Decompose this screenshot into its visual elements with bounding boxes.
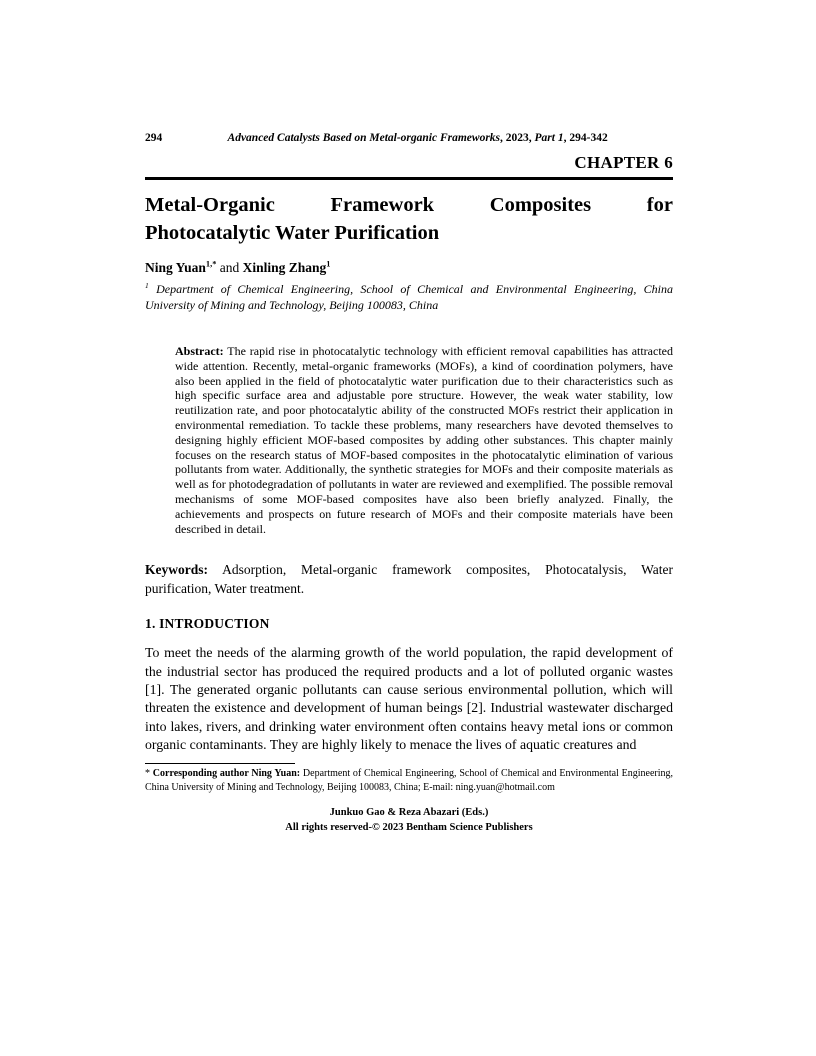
chapter-rule [145,177,673,180]
running-title-pages: , 294-342 [563,132,608,144]
footer-copyright: All rights reserved-© 2023 Bentham Science Publishers [285,821,533,833]
footnote-marker: * [145,768,150,780]
keywords-label: Keywords: [145,562,208,578]
abstract-block [175,344,673,536]
chapter-title [145,191,673,247]
author-superscript: 1 [326,259,331,269]
running-title [162,132,673,144]
footnote [145,767,673,794]
affiliation-marker: 1 [145,281,149,290]
introduction-paragraph: To meet the needs of the alarming growth of the world population, the rapid development of the industrial sector has produced the required products and a lot of polluted organic wastes [1]. The generated organic pollutants can cause serious environmental pollution, which will threaten the existence and development of human beings [2]. Industrial wastewater discharged into lakes, rivers, and drinking water environment often contains heavy metal ions or common organic contaminants. They are highly likely to menace the lives of aquatic creatures and [145,645,673,752]
authors-line [145,260,673,276]
affiliation-text: Department of Chemical Engineering, School of Chemical and Environmental Engineering, China University of Mining and Technology, Beijing 100083, China [145,282,674,312]
abstract-text: The rapid rise in photocatalytic technology with efficient removal capabilities has attracted wide attention. Recently, metal-organic frameworks (MOFs), a kind of coordination polymers, have also been applied in the field of photocatalytic water purification due to their characteristics such as high specific surface area and adjustable pore structure. However, the weak water stability, low reutilization rate, and poor photocatalytic ability of the constructed MOFs restrict their application in environmental remediation. To tackle these problems, many researchers have devoted themselves to designing highly efficient MOF-based composites by adding other substances. This chapter mainly focuses on the research status of MOF-based composites in the photocatalytic elimination of various pollutants from water. Additionally, the synthetic strategies for MOFs and their composite materials as well as for photodegradation of pollutants in water are reviewed and exemplified. The possible removal mechanisms of some MOF-based composites have also been briefly analyzed. Finally, the achievements and prospects on future research of MOFs and their composite materials have been described in detail. [175,344,673,536]
running-title-book: Advanced Catalysts Based on Metal-organic Frameworks [227,132,501,144]
author-name: Xinling Zhang [242,260,327,275]
chapter-title-line1: Metal-Organic Framework Composites for [145,194,673,216]
page-footer [145,805,673,835]
page-number: 294 [145,132,163,144]
chapter-title-line2: Photocatalytic Water Purification [145,222,440,244]
corresponding-author-label: Corresponding author Ning Yuan: [152,768,301,780]
keywords-line [145,560,673,598]
page-header [145,132,673,144]
section-heading-introduction: 1. INTRODUCTION [145,616,270,632]
keywords-text: Adsorption, Metal-organic framework composites, Photocatalysis, Water purification, Water treatment. [145,562,673,597]
affiliation [145,282,673,313]
running-title-year: , 2023, [500,132,535,144]
chapter-label: CHAPTER 6 [574,153,673,172]
author-name: Ning Yuan [145,260,206,275]
author-superscript: 1,* [205,259,217,269]
authors-connector: and [219,260,240,275]
abstract-label: Abstract: [175,344,224,358]
footnote-rule [145,763,295,764]
footer-editors: Junkuo Gao & Reza Abazari (Eds.) [329,806,489,818]
footnote-text: Department of Chemical Engineering, School of Chemical and Environmental Engineering, China University of Mining and Technology, Beijing 100083, China; E-mail: ning.yuan@hotmail.com [145,768,673,793]
running-title-part: Part 1 [534,132,564,144]
